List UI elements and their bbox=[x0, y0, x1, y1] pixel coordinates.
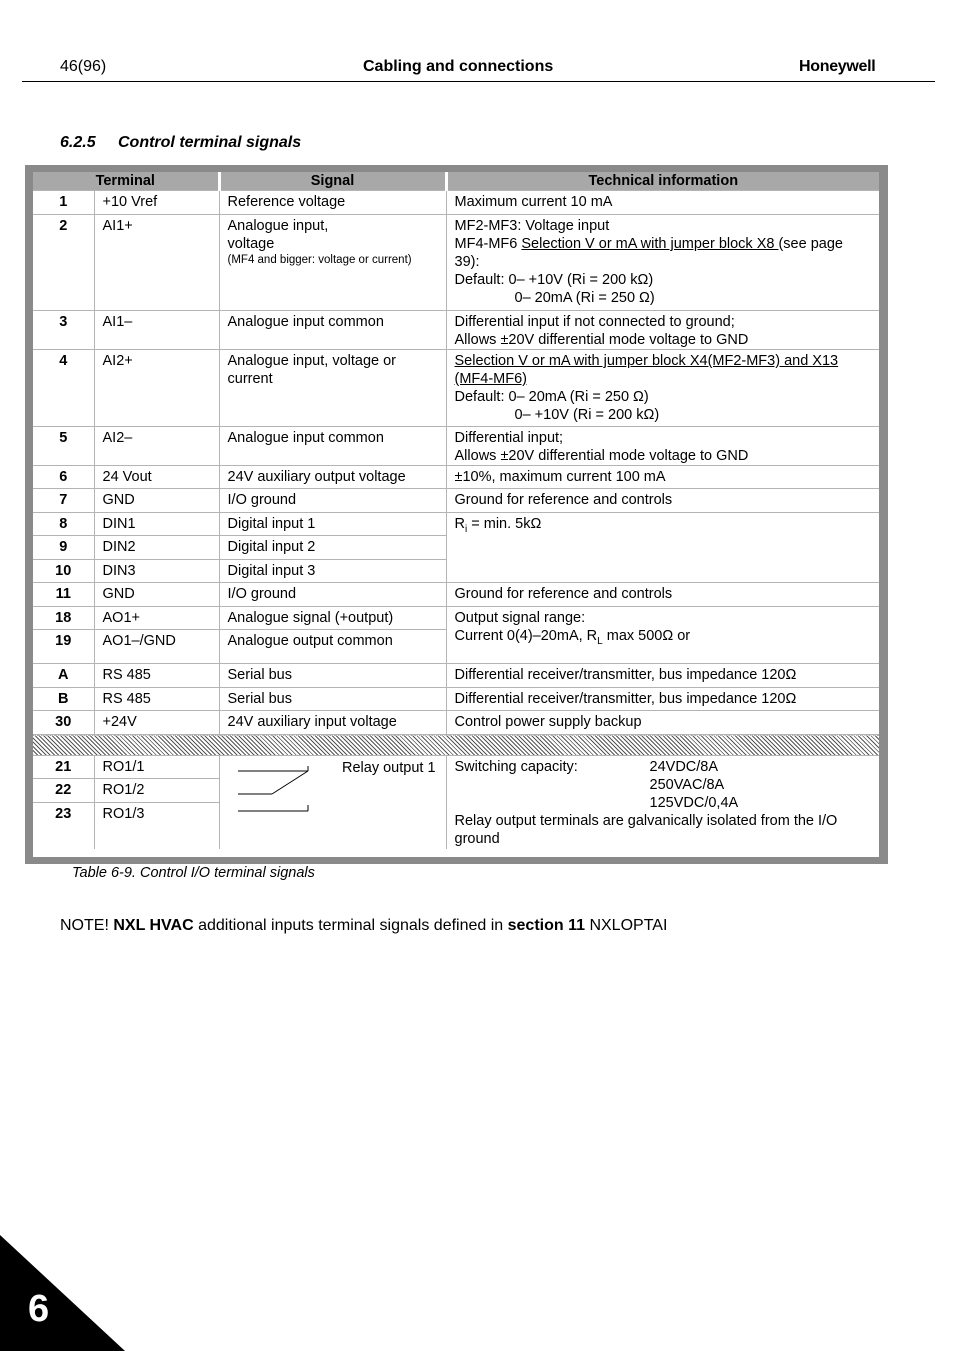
table-row: 7 GND I/O ground Ground for reference and controls bbox=[33, 489, 879, 513]
table-row: 4 AI2+ Analogue input, voltage or current Selection V or mA with jumper block X4(MF2-MF3) and X13 (MF4-MF6) Default: 0– 20mA (Ri = 250 Ω) 0– +10V (Ri = 200 kΩ) bbox=[33, 350, 879, 427]
table-row: A RS 485 Serial bus Differential receiver/transmitter, bus impedance 120Ω bbox=[33, 664, 879, 688]
section-title: Control terminal signals bbox=[118, 134, 302, 151]
terminal-table bbox=[33, 172, 879, 857]
table-row: 2 AI1+ Analogue input, voltage (MF4 and bigger: voltage or current) MF2-MF3: Voltage input MF4-MF6 Selection V or mA with jumper block X8 (see page 39): Default: 0– +10V (Ri = 200 kΩ) 0– 20mA (Ri = 250 Ω) bbox=[33, 215, 879, 311]
section-heading bbox=[60, 134, 301, 152]
table-row: 18 AO1+ Analogue signal (+output) Output signal range: Current 0(4)–20mA, $R_L$ max 500Ω or bbox=[33, 607, 879, 630]
chapter-tab bbox=[0, 1235, 125, 1351]
col-technical-information: Technical information bbox=[446, 172, 879, 191]
table-row: 8 DIN1 Digital input 1 $R_i = \min$. 5kΩ bbox=[33, 513, 879, 536]
table-row: 23 RO1/3 bbox=[33, 803, 879, 849]
section-number: 6.2.5 bbox=[60, 134, 96, 151]
col-signal: Signal bbox=[219, 172, 446, 191]
col-terminal: Terminal bbox=[33, 172, 219, 191]
relay-contact-icon bbox=[238, 764, 318, 816]
brand-logo: Honeywell bbox=[799, 58, 876, 75]
table-row: 22 RO1/2 bbox=[33, 779, 879, 803]
relay-output-cell: Relay output 1 bbox=[219, 756, 446, 849]
chapter-tab-number: 6 bbox=[28, 1288, 50, 1330]
table-caption: Table 6-9. Control I/O terminal signals bbox=[72, 865, 315, 881]
table-row: 30 +24V 24V auxiliary input voltage Control power supply backup bbox=[33, 711, 879, 735]
table-row: 5 AI2– Analogue input common Differential input; Allows ±20V differential mode voltage to GND bbox=[33, 427, 879, 466]
table-row: 3 AI1– Analogue input common Differential input if not connected to ground; Allows ±20V differential mode voltage to GND bbox=[33, 311, 879, 350]
chapter-title: Cabling and connections bbox=[363, 58, 554, 75]
page-number: 46(96) bbox=[60, 58, 107, 75]
table-row: 10 DIN3 Digital input 3 bbox=[33, 560, 879, 583]
table-row: 1 +10 Vref Reference voltage Maximum current 10 mA bbox=[33, 191, 879, 215]
table-row: 9 DIN2 Digital input 2 bbox=[33, 536, 879, 560]
table-row: B RS 485 Serial bus Differential receiver/transmitter, bus impedance 120Ω bbox=[33, 688, 879, 711]
table-row: 6 24 Vout 24V auxiliary output voltage ±10%, maximum current 100 mA bbox=[33, 466, 879, 489]
table-header bbox=[33, 172, 879, 191]
note-paragraph: NOTE! NXL HVAC additional inputs terminal signals defined in section 11 NXLOPTAI bbox=[60, 917, 668, 934]
header-rule bbox=[22, 81, 935, 82]
hatched-separator bbox=[33, 735, 879, 756]
table-row: 19 AO1–/GND Analogue output common bbox=[33, 630, 879, 664]
table-row: 11 GND I/O ground Ground for reference and controls bbox=[33, 583, 879, 607]
table-row: 21 RO1/1 Relay output 1 Switching capacity: 24VDC/8A 250VAC/8A 125VDC/0,4A Relay output terminals are galvanically isolated from the I/O ground bbox=[33, 756, 879, 779]
